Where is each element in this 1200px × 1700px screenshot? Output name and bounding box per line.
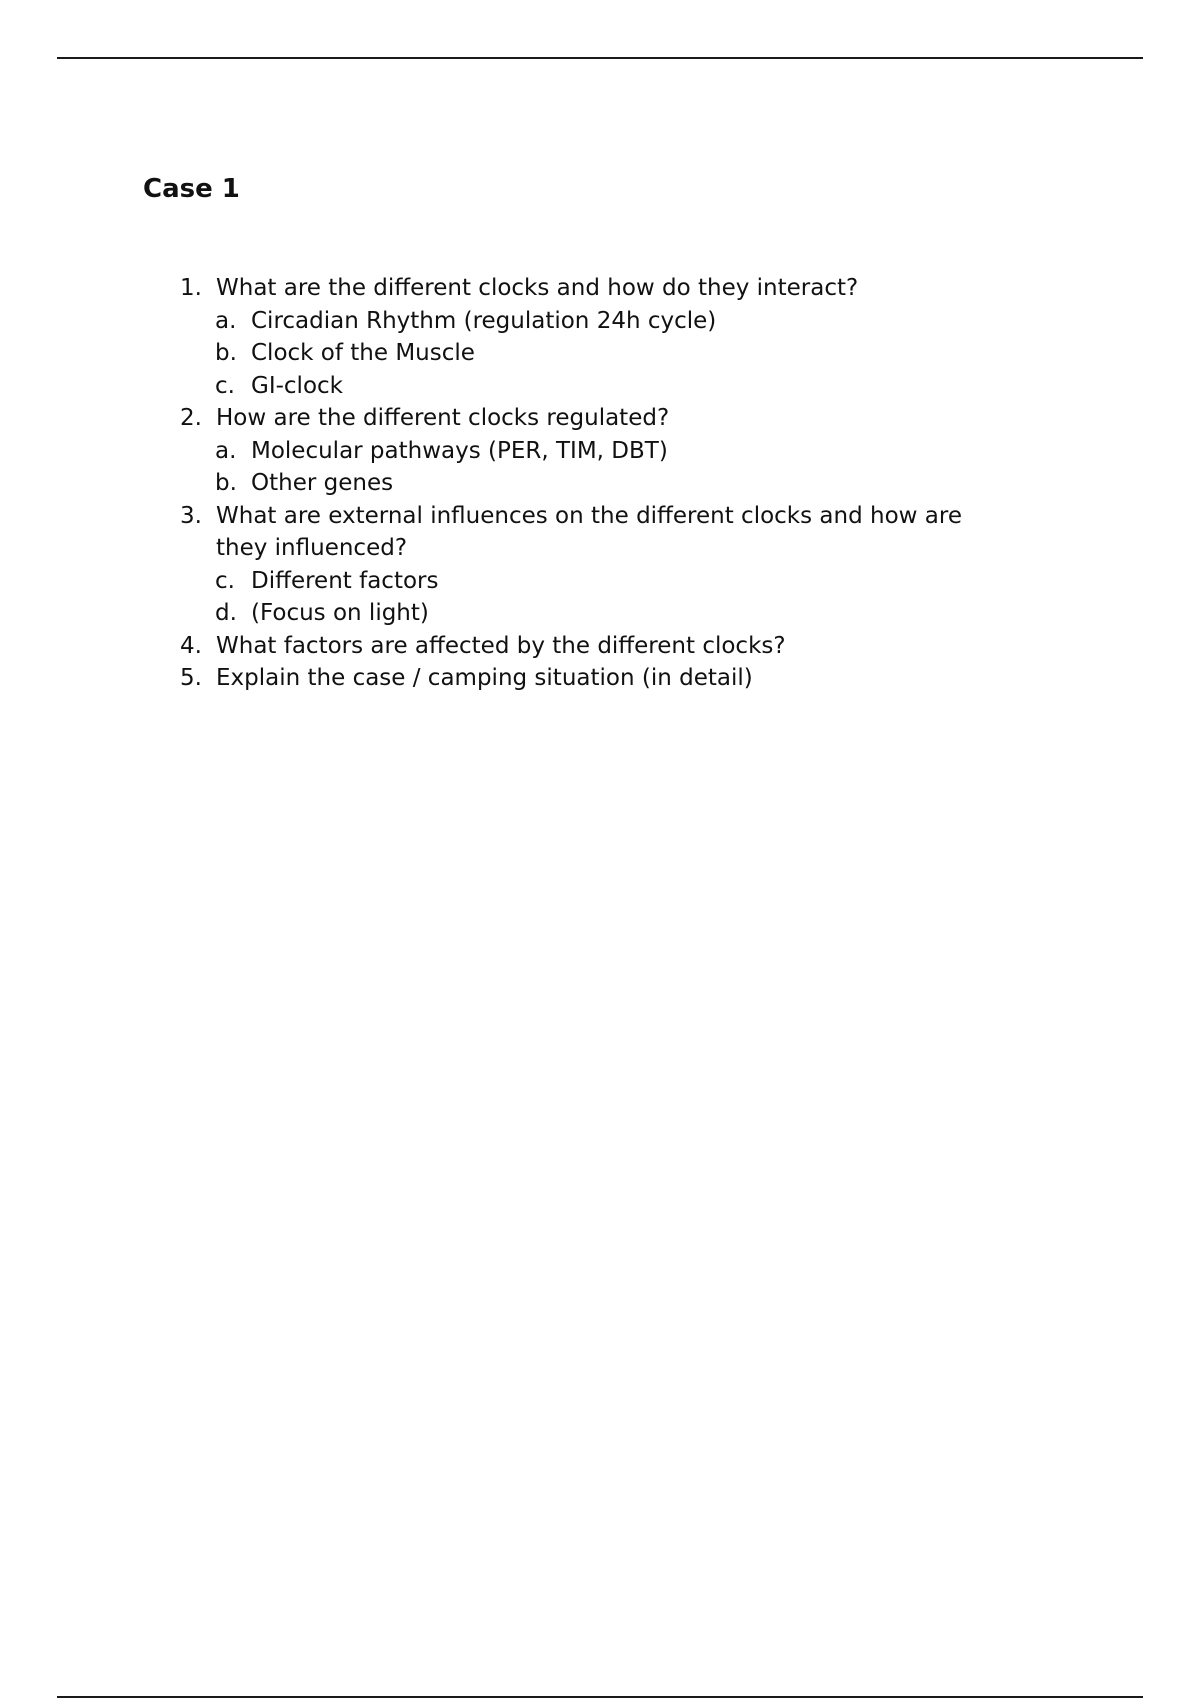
sub-item-letter: c.: [215, 567, 235, 594]
item-number: 1.: [180, 275, 202, 301]
sub-item-letter: d.: [215, 600, 237, 626]
item-text: What are the different clocks and how do they interact?: [216, 275, 859, 301]
item-text: Explain the case / camping situation (in detail): [216, 665, 753, 691]
list-item: [0, 630, 1200, 663]
sub-item: [0, 565, 1200, 598]
list-item: [0, 500, 1200, 533]
list-item: [0, 662, 1200, 695]
sub-item-letter: a.: [215, 307, 237, 334]
item-number: 5.: [180, 665, 202, 691]
page-title: Case 1: [143, 174, 240, 204]
sub-item-letter: c.: [215, 372, 235, 399]
sub-item-text: Molecular pathways (PER, TIM, DBT): [251, 437, 668, 464]
item-number: 3.: [180, 502, 202, 529]
list-item: [0, 272, 1200, 305]
item-number: 2.: [180, 405, 202, 431]
sub-item-text: Other genes: [251, 470, 394, 496]
sub-item-text: GI-clock: [251, 372, 343, 399]
question-list: [0, 272, 1200, 695]
sub-item: [0, 435, 1200, 468]
sub-item: [0, 305, 1200, 338]
item-number: 4.: [180, 632, 202, 659]
item-text: How are the different clocks regulated?: [216, 405, 670, 431]
item-text: What are external influences on the different clocks and how are: [216, 502, 962, 529]
sub-item: [0, 370, 1200, 403]
sub-item: [0, 597, 1200, 630]
sub-item-text: (Focus on light): [251, 600, 429, 626]
header-rule: [57, 57, 1143, 59]
item-text: they influenced?: [216, 535, 408, 561]
sub-item-letter: b.: [215, 340, 237, 366]
sub-item-text: Different factors: [251, 567, 439, 594]
sub-item-letter: a.: [215, 437, 237, 464]
footer-rule: [57, 1696, 1143, 1698]
sub-item: [0, 337, 1200, 370]
sub-item-letter: b.: [215, 470, 237, 496]
list-item-continuation: [0, 532, 1200, 565]
list-item: [0, 402, 1200, 435]
item-text: What factors are affected by the different clocks?: [216, 632, 786, 659]
sub-item-text: Clock of the Muscle: [251, 340, 475, 366]
sub-item-text: Circadian Rhythm (regulation 24h cycle): [251, 307, 717, 334]
sub-item: [0, 467, 1200, 500]
